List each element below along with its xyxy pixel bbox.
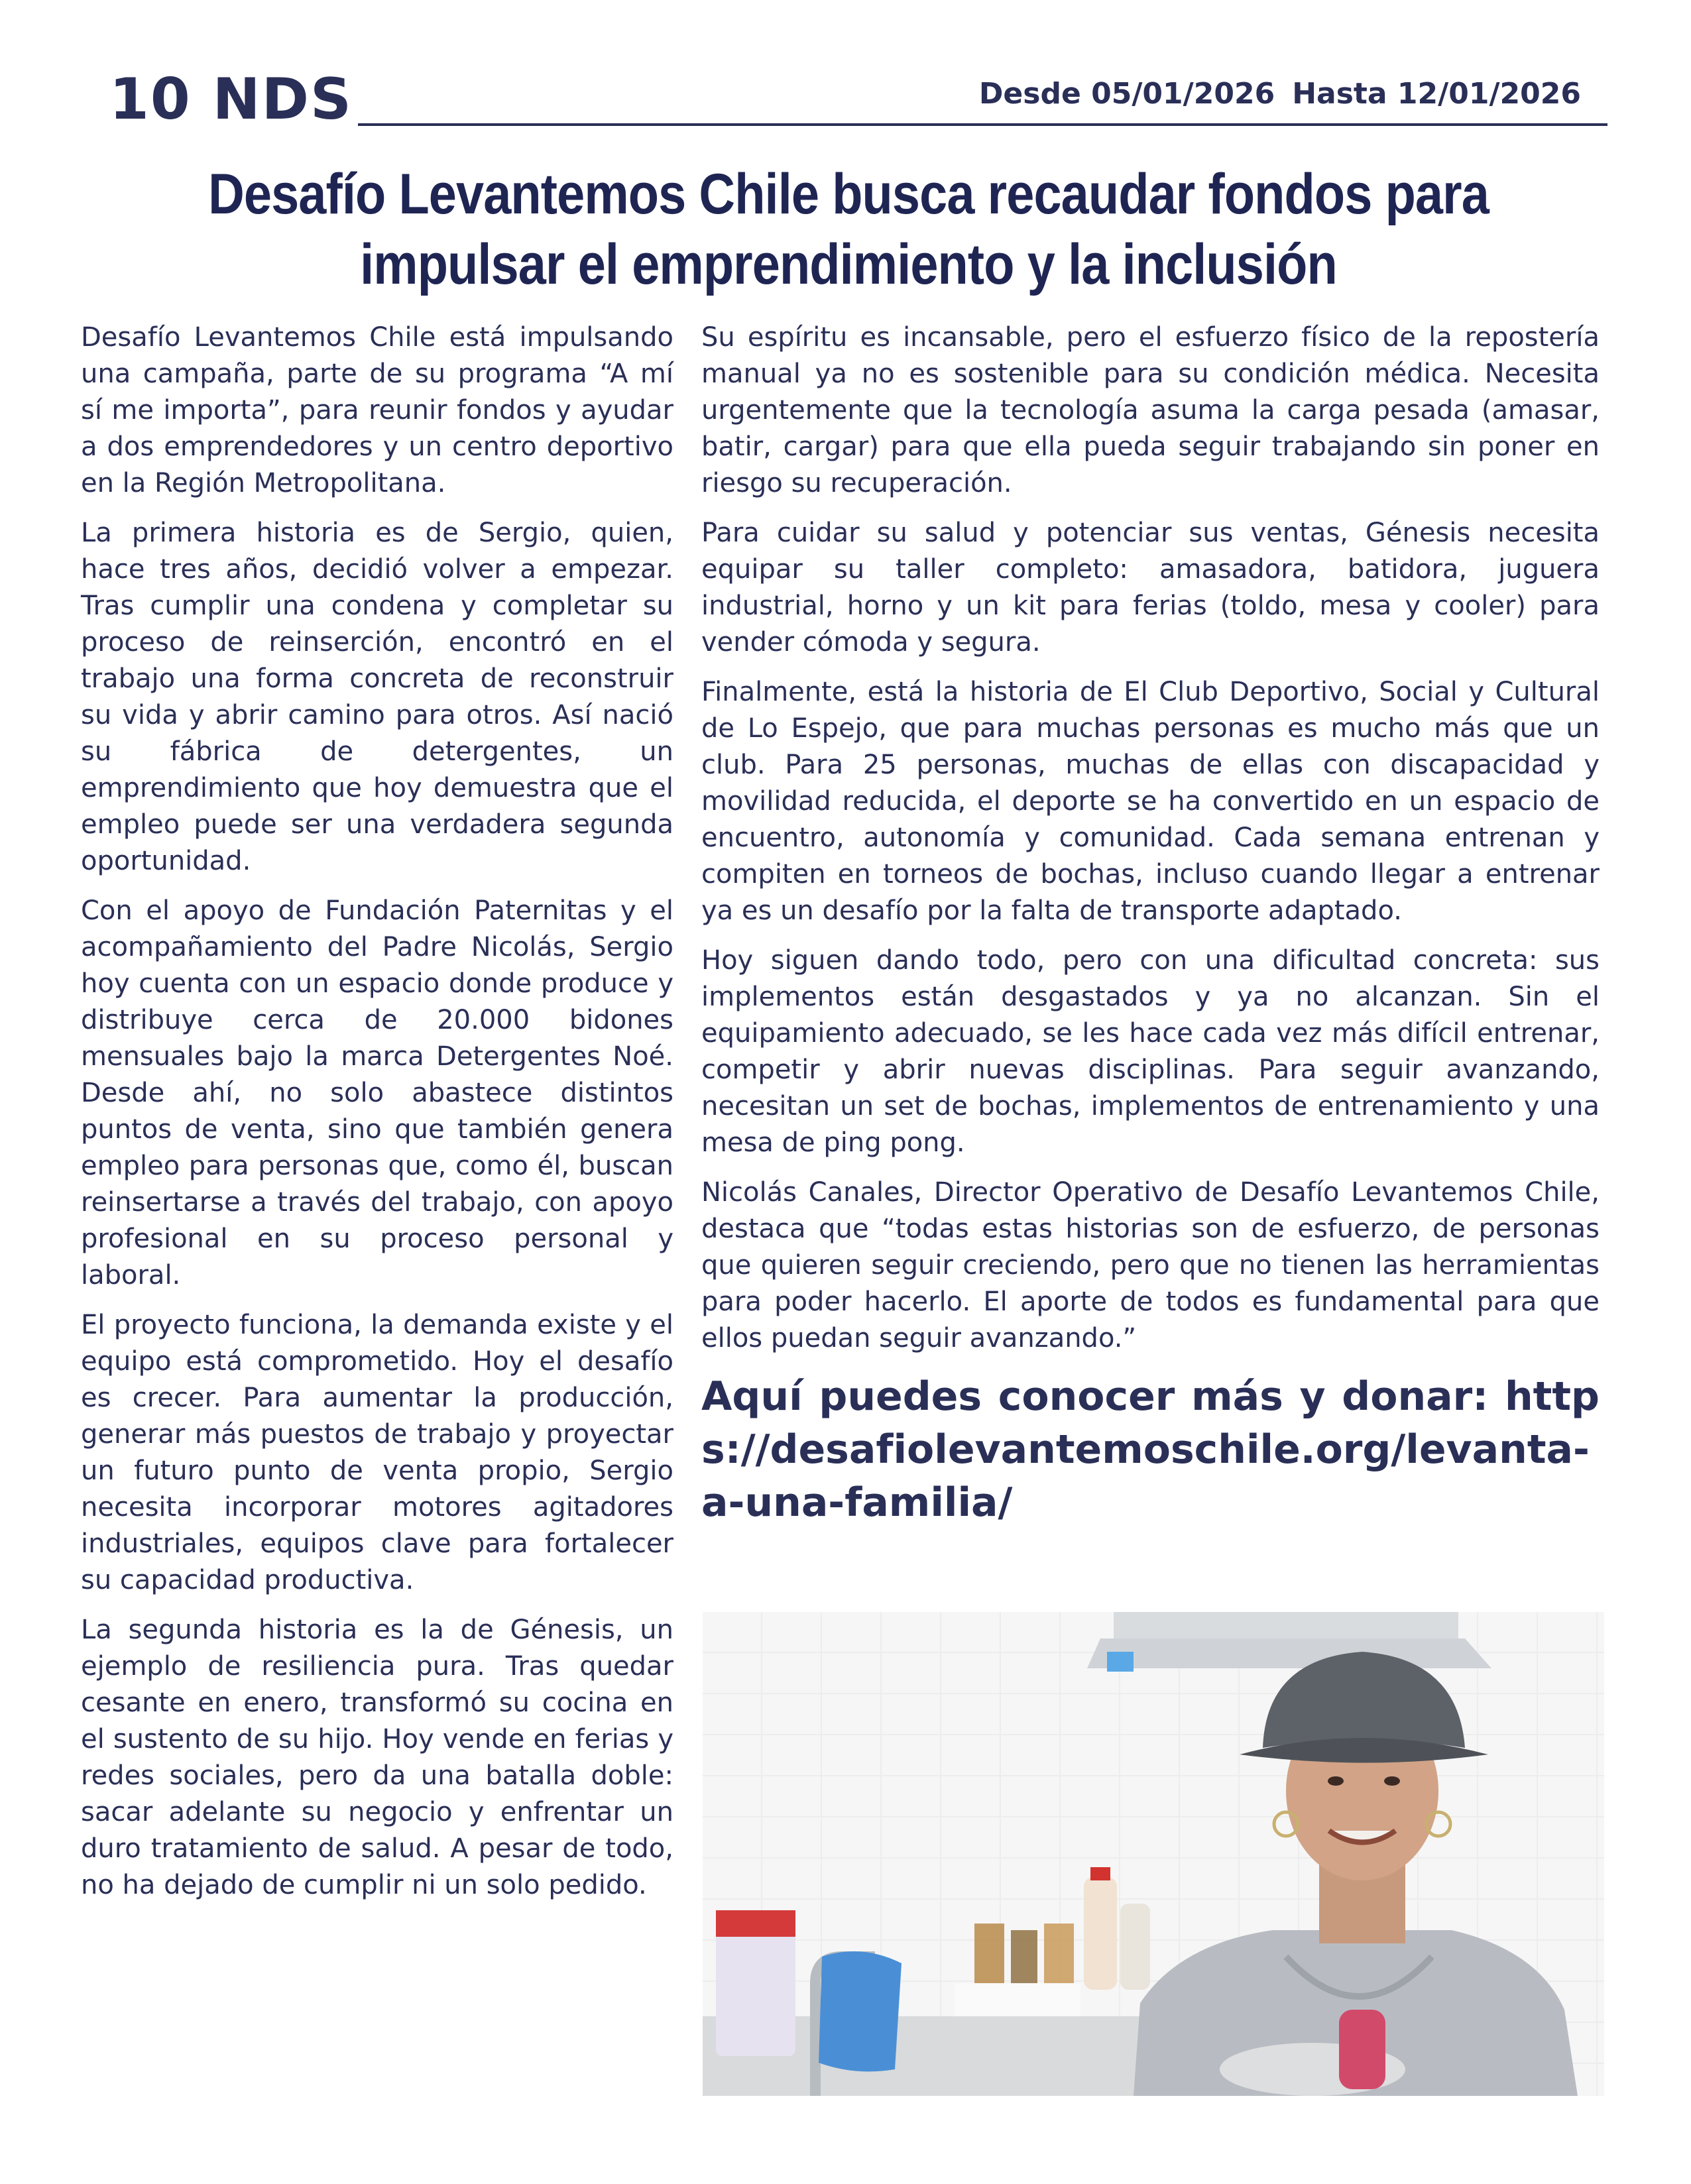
paragraph: Hoy siguen dando todo, pero con una dificultad concreta: sus implementos están desgastados y ya no alcanzan. Sin el equipamiento adecuado, se les hace cada vez más difícil entrenar, competir y abrir nuevas disciplinas. Para seguir avanzando, necesitan un set de bochas, implementos de entrenamiento y una mesa de ping pong.: [701, 945, 1600, 1158]
header-rule: [358, 123, 1607, 126]
article-column-right: [701, 319, 1600, 1529]
date-range: [979, 77, 1581, 111]
article-column-left: [81, 319, 673, 1917]
paragraph: Nicolás Canales, Director Operativo de Desafío Levantemos Chile, destaca que “todas estas historias son de esfuerzo, de personas que quieren seguir creciendo, pero que no tienen las herramientas para poder hacerlo. El aporte de todos es fundamental para que ellos puedan seguir avanzando.”: [701, 1177, 1600, 1353]
page-header: [109, 66, 1607, 133]
headline-line-1: Desafío Levantemos Chile busca recaudar fondos para: [208, 162, 1489, 226]
paragraph: Su espíritu es incansable, pero el esfuerzo físico de la repostería manual ya no es sostenible para su condición médica. Necesita urgentemente que la tecnología asuma la carga pesada (amasar, batir, cargar) para que ella pueda seguir trabajando sin poner en riesgo su recuperación.: [701, 322, 1600, 498]
article-photo: [703, 1612, 1604, 2096]
paragraph: El proyecto funciona, la demanda existe y el equipo está comprometido. Hoy el desafío es crecer. Para aumentar la producción, generar más puestos de trabajo y proyectar un futuro punto de venta propio, Sergio necesita incorporar motores agitadores industriales, equipos clave para fortalecer su capacidad productiva.: [81, 1310, 673, 1595]
page-number-label: 10 NDS: [109, 66, 353, 133]
paragraph: La segunda historia es la de Génesis, un ejemplo de resiliencia pura. Tras quedar cesante en enero, transformó su cocina en el sustento de su hijo. Hoy vende en ferias y redes sociales, pero da una batalla doble: sacar adelante su negocio y enfrentar un duro tratamiento de salud. A pesar de todo, no ha dejado de cumplir ni un solo pedido.: [81, 1615, 673, 1900]
paragraph: Finalmente, está la historia de El Club Deportivo, Social y Cultural de Lo Espejo, que para muchas personas es mucho más que un club. Para 25 personas, muchas de ellas con discapacidad y movilidad reducida, el deporte se ha convertido en un espacio de encuentro, autonomía y comunidad. Cada semana entrenan y compiten en torneos de bochas, incluso cuando llegar a entrenar ya es un desafío por la falta de transporte adaptado.: [701, 677, 1600, 926]
kitchen-photo-illustration: [703, 1612, 1604, 2096]
paragraph: La primera historia es de Sergio, quien, hace tres años, decidió volver a empezar. Tras cumplir una condena y completar su proceso de reinserción, encontró en el trabajo una forma concreta de reconstruir su vida y abrir camino para otros. Así nació su fábrica de detergentes, un emprendimiento que hoy demuestra que el empleo puede ser una verdadera segunda oportunidad.: [81, 518, 673, 876]
date-from: Desde 05/01/2026: [978, 77, 1275, 111]
paragraph: Desafío Levantemos Chile está impulsando una campaña, parte de su programa “A mí sí me importa”, para reunir fondos y ayudar a dos emprendedores y un centro deportivo en la Región Metropolitana.: [81, 322, 673, 498]
donation-link[interactable]: Aquí puedes conocer más y donar: https://desafiolevantemoschile.org/levanta-a-una-familia/: [701, 1373, 1600, 1526]
paragraph: Para cuidar su salud y potenciar sus ventas, Génesis necesita equipar su taller completo: amasadora, batidora, juguera industrial, horno y un kit para ferias (toldo, mesa y cooler) para vender cómoda y segura.: [701, 518, 1600, 658]
article-headline: [190, 159, 1508, 300]
date-to: Hasta 12/01/2026: [1292, 77, 1581, 111]
headline-line-2: impulsar el emprendimiento y la inclusión: [360, 233, 1337, 296]
paragraph: Con el apoyo de Fundación Paternitas y el acompañamiento del Padre Nicolás, Sergio hoy cuenta con un espacio donde produce y distribuye cerca de 20.000 bidones mensuales bajo la marca Detergentes Noé. Desde ahí, no solo abastece distintos puntos de venta, sino que también genera empleo para personas que, como él, buscan reinsertarse a través del trabajo, con apoyo profesional en su proceso personal y laboral.: [81, 895, 673, 1291]
